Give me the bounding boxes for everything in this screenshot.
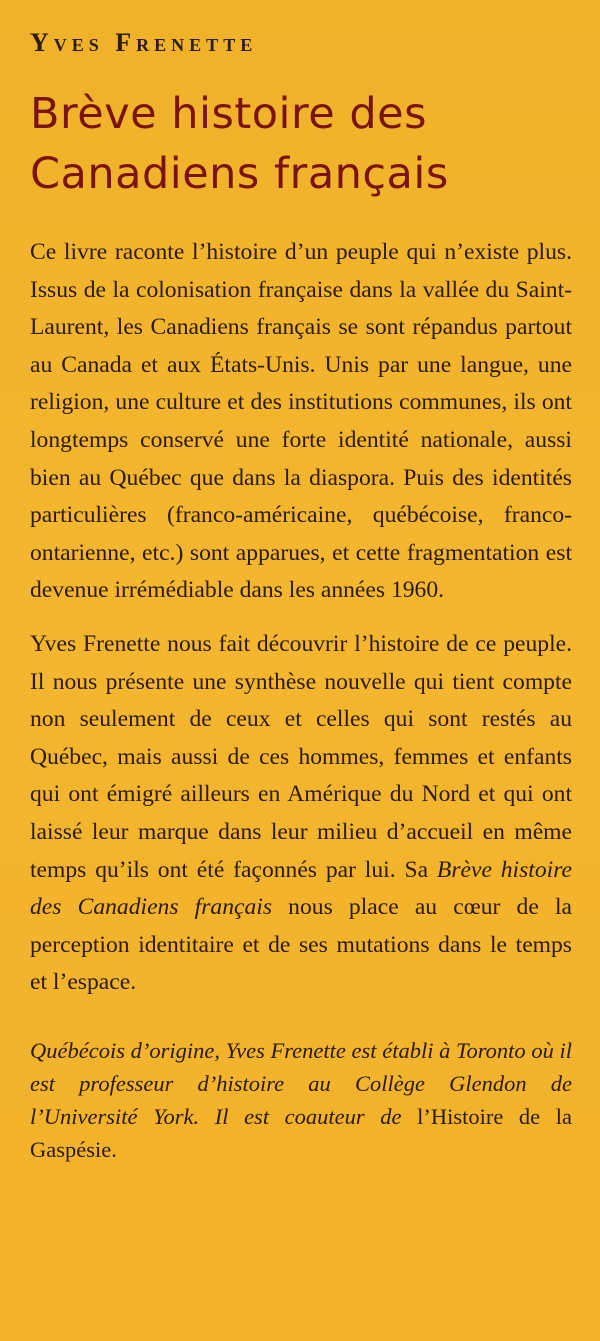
title-line-2: Canadiens français — [30, 149, 449, 199]
author-previous-work: l’Histoire de la Gaspésie. — [30, 1103, 572, 1162]
book-title — [30, 84, 572, 204]
paragraph-2-text-end: nous place au cœur de la perception identitaire et de ses mutations dans le temps et l’espace. — [30, 894, 573, 996]
blurb-paragraph-1: Ce livre raconte l’histoire d’un peuple qui n’existe plus. Issus de la colonisation française dans la vallée du Saint-Laurent, les Canadiens français se sont répandus partout au Canada et aux États-Unis. Unis par une langue, une religion, une culture et des institutions communes, ils ont longtemps conservé une forte identité nationale, aussi bien au Québec que dans la diaspora. Puis des identités particulières (franco-américaine, québécoise, franco-ontarienne, etc.) sont apparues, et cette fragmentation est devenue irrémédiable dans les années 1960. — [30, 239, 572, 604]
blurb-paragraph-2 — [30, 626, 572, 1002]
author-name: Yves Frenette — [30, 28, 258, 57]
blurb — [30, 234, 572, 1002]
author-bio — [30, 1034, 572, 1166]
paragraph-2-text-start: Yves Frenette nous fait découvrir l’histoire de ce peuple. Il nous présente une synthèse nouvelle qui tient compte non seulement de ceux et celles qui sont restés au Québec, mais aussi de ces hommes, femmes et enfants qui ont émigré ailleurs en Amérique du Nord et qui ont laissé leur marque dans leur milieu d’accueil en même temps qu’ils ont été façonnés par lui. Sa — [30, 630, 572, 883]
book-title-reference: Brève histoire des Canadiens français — [30, 856, 572, 921]
title-line-1: Brève histoire des — [30, 89, 427, 139]
author-bio-text: Québécois d’origine, Yves Frenette est établi à Toronto où il est professeur d’histoire au Collège Glendon de l’Université York. Il est coauteur de — [30, 1037, 572, 1129]
